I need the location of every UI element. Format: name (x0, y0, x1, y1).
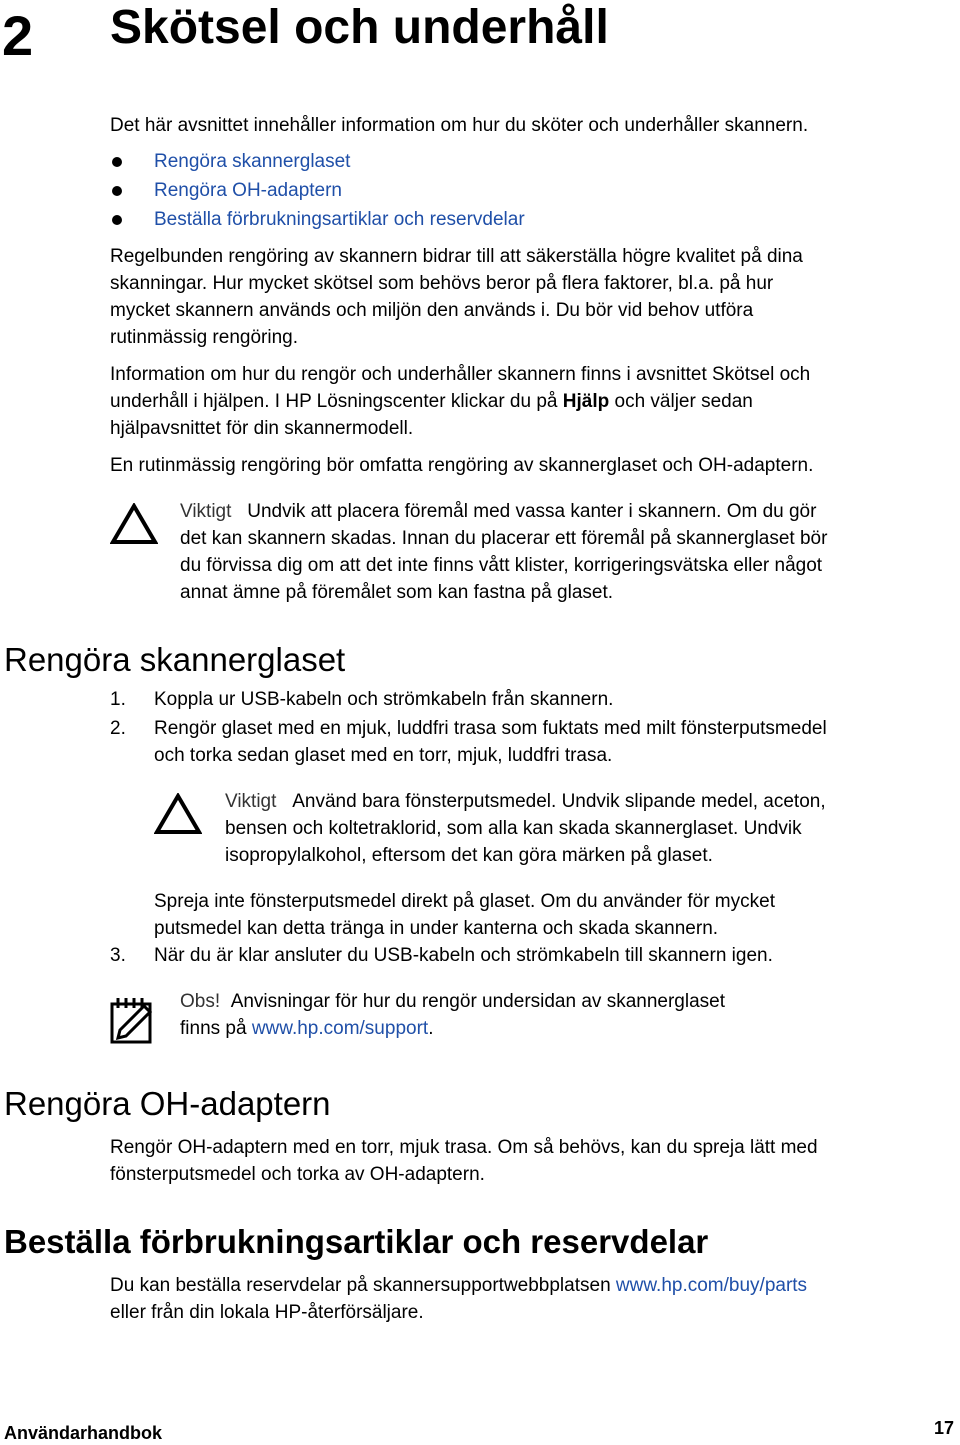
text-fragment: Använd bara fönsterputsmedel. Undvik slipande medel, aceton, (292, 791, 826, 812)
toc-link-order[interactable]: Beställa förbrukningsartiklar och reservdelar (154, 209, 525, 230)
section-heading-oh-adapter: Rengöra OH-adaptern (4, 1085, 331, 1122)
text-line: rutinmässig rengöring. (110, 327, 298, 348)
chapter-title: Skötsel och underhåll (110, 1, 609, 54)
text-line: Rengör glaset med en mjuk, luddfri trasa som fuktats med milt fönsterputsmedel (154, 718, 827, 739)
text-line: Regelbunden rengöring av skannern bidrar till att säkerställa högre kvalitet på dina (110, 246, 803, 267)
section-heading-order: Beställa förbrukningsartiklar och reservdelar (4, 1223, 709, 1260)
text-line: Spreja inte fönsterputsmedel direkt på glaset. Om du använder för mycket (154, 891, 775, 912)
warning-triangle-icon (110, 503, 158, 545)
text-line: eller från din lokala HP-återförsäljare. (110, 1302, 424, 1323)
section-heading-glass: Rengöra skannerglaset (4, 641, 346, 678)
step-text: Koppla ur USB-kabeln och strömkabeln från skannern. (154, 689, 614, 710)
step-row (110, 942, 950, 969)
page-number: 17 (934, 1418, 955, 1438)
text-line: annat ämne på föremålet som kan fastna på glaset. (180, 582, 614, 603)
text-fragment: Anvisningar för hur du rengör undersidan av skannerglaset (230, 991, 725, 1012)
step-number: 1. (110, 689, 126, 710)
text-line (180, 988, 940, 1015)
step-text: När du är klar ansluter du USB-kabeln och strömkabeln till skannern igen. (154, 945, 773, 966)
text-line: bensen och koltetraklorid, som alla kan skada skannerglaset. Undvik (225, 818, 802, 839)
paragraph-order (110, 1272, 950, 1326)
toc-item (110, 205, 930, 234)
support-link[interactable]: www.hp.com/support (251, 1018, 429, 1039)
step-number: 2. (110, 718, 126, 739)
help-term: Hjälp (562, 391, 610, 412)
note-pad-icon (108, 994, 160, 1046)
step-2 (110, 715, 950, 769)
text-line: skanningar. Hur mycket skötsel som behövs beror på flera faktorer, bl.a. på hur (110, 273, 774, 294)
text-line: och torka sedan glaset med en torr, mjuk, luddfri trasa. (154, 745, 613, 766)
step-3 (110, 942, 950, 969)
text-fragment: . (428, 1018, 434, 1039)
chapter-number: 2 (2, 4, 34, 67)
toc-item (110, 147, 930, 176)
bullet-icon (112, 186, 122, 196)
text-fragment: och väljer sedan (609, 391, 753, 412)
text-line (110, 1272, 950, 1299)
text-line (180, 1015, 940, 1042)
caution-box (225, 788, 945, 869)
caution-label: Viktigt (225, 791, 277, 812)
text-line: du förvissa dig om att det inte finns vått klister, korrigeringsvätska eller något (180, 555, 823, 576)
text-fragment: underhåll i hjälpen. I HP Lösningscenter klickar du på (110, 391, 563, 412)
text-fragment: finns på (180, 1018, 252, 1039)
spray-warning-text (154, 888, 944, 942)
text-line: isopropylalkohol, eftersom det kan göra märken på glaset. (225, 845, 713, 866)
note-box (180, 988, 940, 1042)
toc-link-oh-adapter[interactable]: Rengöra OH-adaptern (154, 180, 342, 201)
text-line: Rengör OH-adaptern med en torr, mjuk trasa. Om så behövs, kan du spreja lätt med (110, 1137, 818, 1158)
text-line (225, 788, 945, 815)
bullet-icon (112, 215, 122, 225)
text-line: det kan skannern skadas. Innan du placerar ett föremål på skannerglaset bör (180, 528, 828, 549)
text-fragment: Du kan beställa reservdelar på skannersupportwebbplatsen (110, 1275, 616, 1296)
step-1 (110, 686, 950, 713)
caution-label: Viktigt (180, 501, 232, 522)
text-line: mycket skannern används och miljön den används i. Du bör vid behov utföra (110, 300, 754, 321)
text-line: Information om hur du rengör och underhåller skannern finns i avsnittet Skötsel och (110, 364, 811, 385)
bullet-icon (112, 157, 122, 167)
text-line: fönsterputsmedel och torka av OH-adaptern. (110, 1164, 485, 1185)
step-number: 3. (110, 945, 126, 966)
footer-title: Användarhandbok (4, 1423, 163, 1443)
paragraph-oh-adapter (110, 1134, 950, 1188)
text-line: hjälpavsnittet för din skannermodell. (110, 418, 414, 439)
steps-list (110, 686, 950, 769)
intro-text: Det här avsnittet innehåller information om hur du sköter och underhåller skannern. (110, 115, 809, 136)
text-line: putsmedel kan detta tränga in under kanterna och skada skannern. (154, 918, 719, 939)
toc-link-glass[interactable]: Rengöra skannerglaset (154, 151, 351, 172)
text-fragment: Undvik att placera föremål med vassa kanter i skannern. Om du gör (247, 501, 817, 522)
note-label: Obs! (180, 991, 221, 1012)
caution-box (180, 498, 940, 606)
toc-link-list (110, 147, 930, 234)
toc-item (110, 176, 930, 205)
paragraph-routine: En rutinmässig rengöring bör omfatta rengöring av skannerglaset och OH-adaptern. (110, 455, 814, 476)
parts-link[interactable]: www.hp.com/buy/parts (615, 1275, 808, 1296)
text-line (110, 388, 950, 415)
paragraph-maintenance (110, 243, 950, 351)
text-line (180, 498, 940, 525)
paragraph-help-info (110, 361, 950, 442)
warning-triangle-icon (154, 793, 202, 835)
